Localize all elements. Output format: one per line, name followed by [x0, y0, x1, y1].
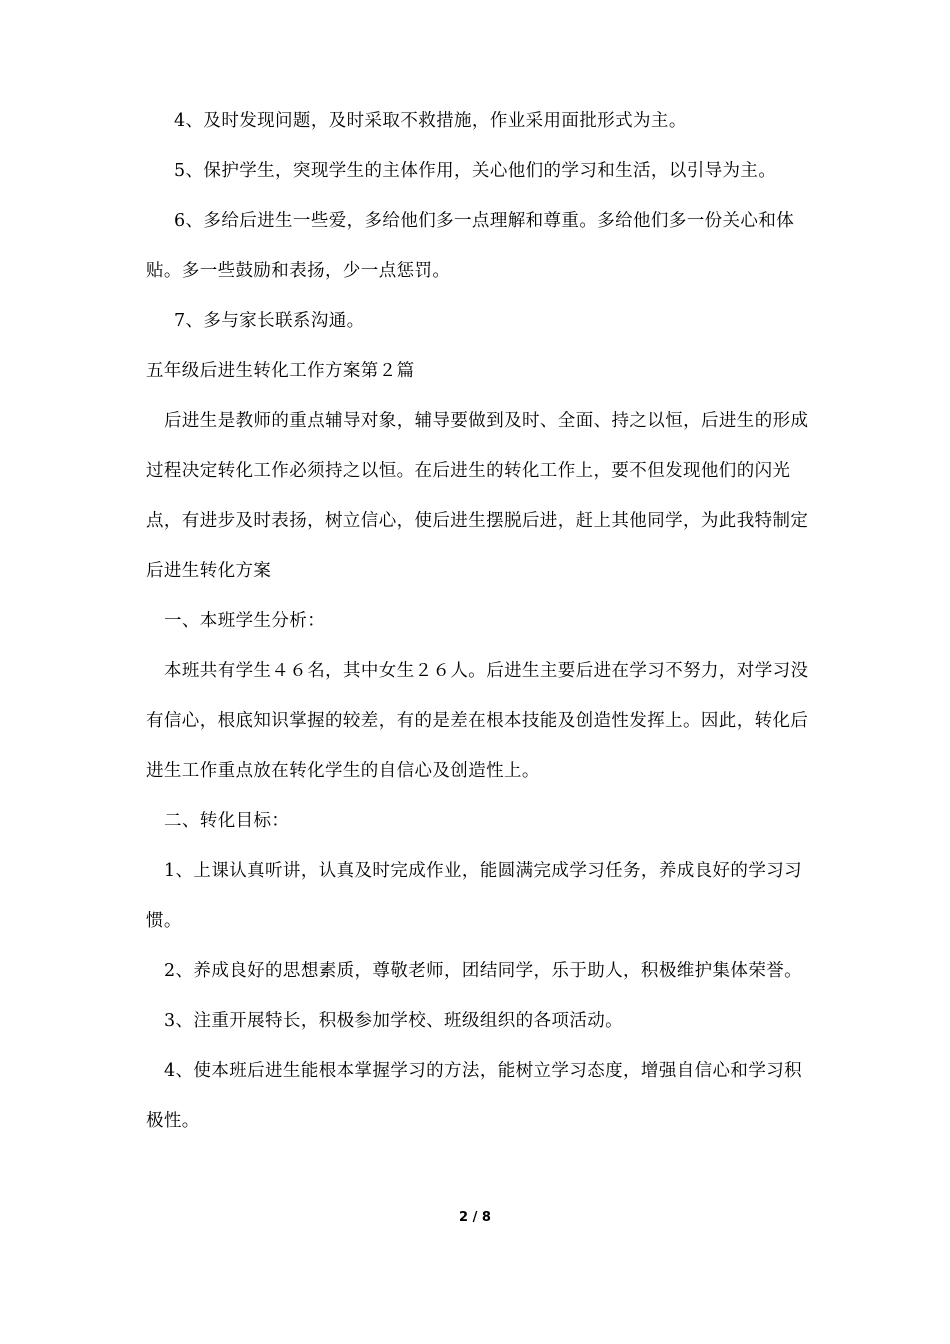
paragraph-3: 6、多给后进生一些爱，多给他们多一点理解和尊重。多给他们多一份关心和体贴。多一些鼓励和表扬，少一点惩罚。: [146, 211, 795, 281]
document-body: [146, 96, 816, 1146]
paragraph-analysis: 本班共有学生４６名，其中女生２６人。后进生主要后进在学习不努力，对学习没有信心，根底知识掌握的较差，有的是差在根本技能及创造性发挥上。因此，转化后进生工作重点放在转化学生的自信心及创造性上。: [146, 661, 809, 781]
goal-item-1: 1、上课认真听讲，认真及时完成作业，能圆满完成学习任务，养成良好的学习习惯。: [146, 861, 803, 931]
paragraph-1: 4、及时发现问题，及时采取不救措施，作业采用面批形式为主。: [174, 111, 687, 131]
goal-item-2: 2、养成良好的思想素质，尊敬老师，团结同学，乐于助人，积极维护集体荣誉。: [164, 961, 803, 981]
paragraph-4: 7、多与家长联系沟通。: [174, 311, 365, 331]
subheading-analysis: 一、本班学生分析：: [164, 611, 326, 631]
paragraph-intro: 后进生是教师的重点辅导对象，辅导要做到及时、全面、持之以恒，后进生的形成过程决定转化工作必须持之以恒。在后进生的转化工作上，要不但发现他们的闪光点，有进步及时表扬，树立信心，使后进生摆脱后进，赶上其他同学，为此我特制定后进生转化方案: [146, 411, 809, 581]
page-number: 2 / 8: [459, 1210, 491, 1225]
section-heading: 五年级后进生转化工作方案第２篇: [146, 361, 415, 381]
goal-item-4: 4、使本班后进生能根本掌握学习的方法，能树立学习态度，增强自信心和学习积极性。: [146, 1061, 803, 1131]
subheading-goals: 二、转化目标：: [164, 811, 290, 831]
goal-item-3: 3、注重开展特长，积极参加学校、班级组织的各项活动。: [164, 1011, 624, 1031]
paragraph-2: 5、保护学生，突现学生的主体作用，关心他们的学习和生活，以引导为主。: [174, 161, 777, 181]
